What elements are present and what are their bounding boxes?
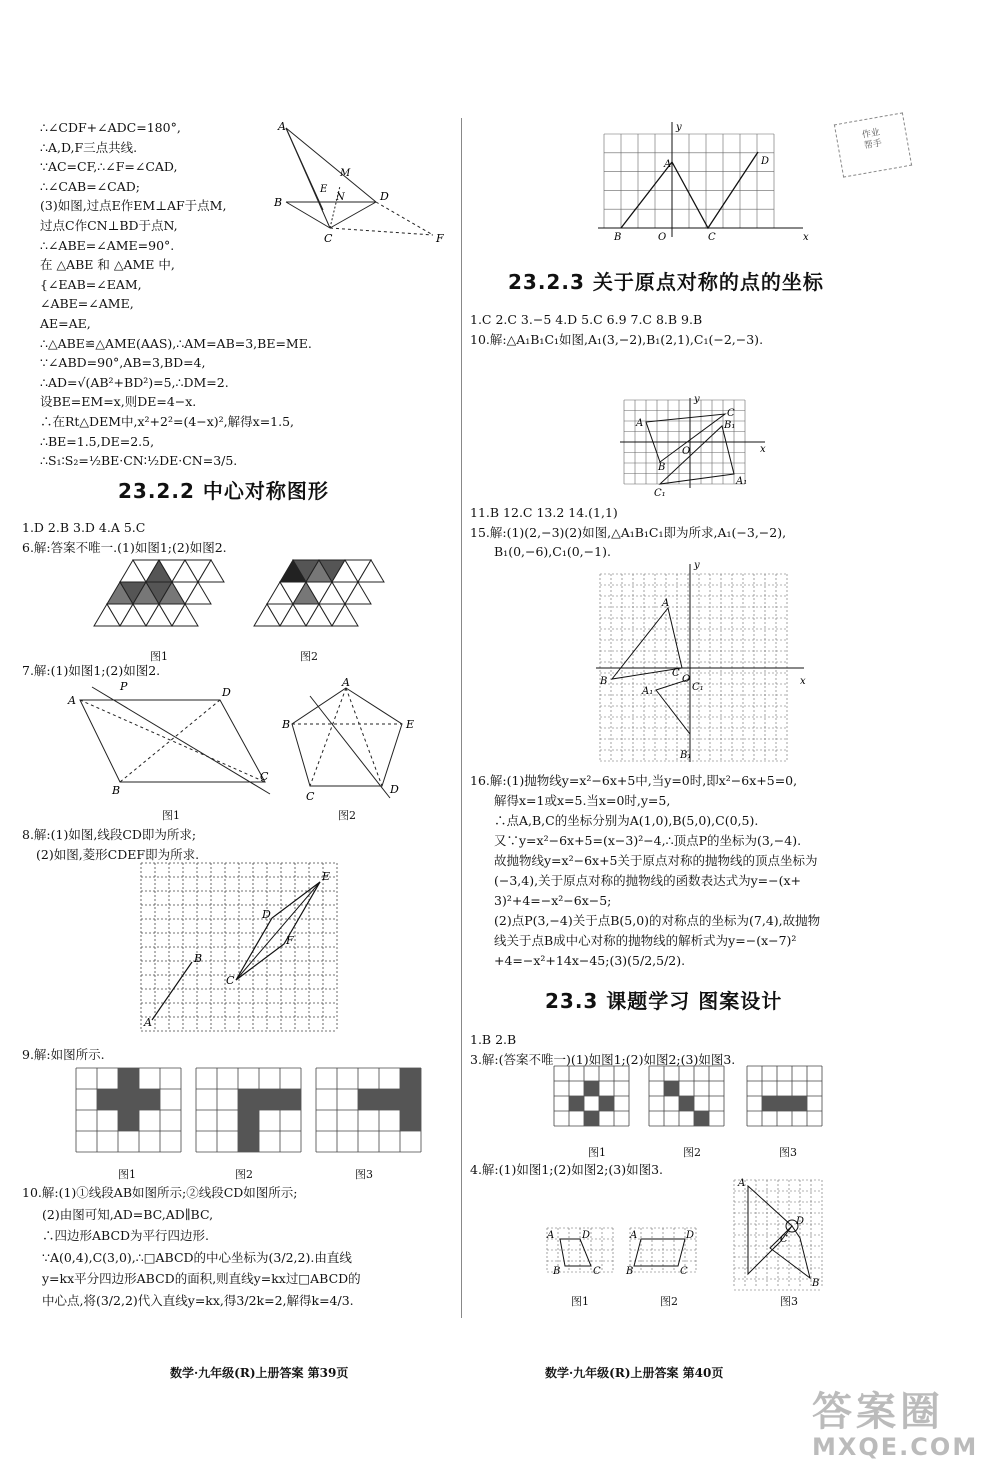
svg-text:D: D xyxy=(796,1216,805,1227)
watermark: 答案圈 MXQE.COM xyxy=(812,1389,979,1461)
fig-label-c: C xyxy=(324,232,333,245)
q7-figure-2 xyxy=(280,678,420,803)
q16-text: 16.解:(1)抛物线y=x²−6x+5中,当y=0时,即x²−6x+5=0, 解得x=1或x=5.当x=0时,y=5, ∴点A,B,C的坐标分别为A(1,0),B(5,0),C(0,5). 又∵y=x²−6x+5=(x−3)²−4,∴顶点P的坐标为(3,−4). 故抛物线y=x²−6x+5关于原点对称的抛物线的顶点坐标为 (−3,4),关于原点对称的抛物线的函数表达式为y=−(x+ 3)²+4=−x²−6x−5; (2)点P(3,−4)关于点B(5,0)的对称点的坐标为(7,4),故抛物 线关于点B成中心对称的抛物线的解析式为y=−(x−7)² +4=−x²+14x−45;(3)(5/2,5/2). xyxy=(470,773,821,968)
s1-line-1: 1.D 2.B 3.D 4.A 5.C xyxy=(22,520,146,535)
q7-caption-2: 图2 xyxy=(338,809,356,822)
q4-caption-3: 图3 xyxy=(780,1295,798,1308)
proof-line: 过点C作CN⊥BD于点N, xyxy=(40,217,178,233)
q7-text: 7.解:(1)如图1;(2)如图2. xyxy=(22,663,161,678)
q10-text: 10.解:(1)①线段AB如图所示;②线段CD如图所示; (2)由图可知,AD=BC,AD∥BC, ∴四边形ABCD为平行四边形. ∵A(0,4),C(3,0),∴□ABCD的中心坐标为(3/2,2).由直线 y=kx平分四边形ABCD的面积,则直线y=kx过□ABCD的 中心点,将(3/2,2)代入直线y=kx,得3/2k=2,解得k=4/3. xyxy=(22,1185,361,1308)
svg-text:C₁: C₁ xyxy=(654,488,666,499)
svg-text:B: B xyxy=(812,1278,820,1289)
svg-text:A: A xyxy=(664,159,672,170)
svg-text:C: C xyxy=(780,1234,788,1245)
svg-text:O: O xyxy=(658,232,667,243)
proof-line: ∵AC=CF,∴∠F=∠CAD, xyxy=(40,159,178,175)
svg-text:y: y xyxy=(694,394,700,405)
svg-text:A: A xyxy=(738,1178,746,1189)
s3-figure-1 xyxy=(553,1065,633,1137)
svg-text:A₁: A₁ xyxy=(642,686,654,697)
homework-stamp: 作业 帮手 xyxy=(834,112,912,177)
s2-answers-2: 11.B 12.C 13.2 14.(1,1) 15.解:(1)(2,−3)(2)如图,△A₁B₁C₁即为所求,A₁(−3,−2), B₁(0,−6),C₁(0,−1). xyxy=(470,505,787,560)
fig-label-b: B xyxy=(274,196,283,209)
svg-text:B: B xyxy=(626,1266,634,1277)
svg-text:C: C xyxy=(226,974,235,987)
fig-label-d: D xyxy=(380,190,389,203)
svg-text:D: D xyxy=(390,783,399,796)
svg-text:C: C xyxy=(260,770,269,783)
svg-text:F: F xyxy=(286,934,294,947)
q8-text: 8.解:(1)如图,线段CD即为所求; (2)如图,菱形CDEF即为所求. xyxy=(22,827,200,862)
svg-text:A: A xyxy=(636,418,644,429)
proof-line: ∴在Rt△DEM中,x²+2²=(4−x)²,解得x=1.5, xyxy=(40,413,295,429)
fig-label-f: F xyxy=(436,232,444,245)
proof-line: ∵∠ABD=90°,AB=3,BD=4, xyxy=(40,355,206,371)
proof-line: ∴A,D,F三点共线. xyxy=(40,139,138,155)
svg-text:O: O xyxy=(682,674,691,685)
q9-figure-3 xyxy=(315,1067,425,1157)
svg-text:y: y xyxy=(676,122,682,133)
svg-text:E: E xyxy=(322,870,331,883)
q9-caption-2: 图2 xyxy=(235,1168,253,1181)
svg-text:D: D xyxy=(686,1230,695,1241)
svg-text:D: D xyxy=(582,1230,591,1241)
proof-line: {∠EAB=∠EAM, xyxy=(40,276,142,292)
q9-text: 9.解:如图所示. xyxy=(22,1047,105,1062)
svg-text:A: A xyxy=(144,1016,152,1029)
s3-caption-2: 图2 xyxy=(683,1146,701,1159)
svg-text:C: C xyxy=(593,1266,601,1277)
s3-caption-3: 图3 xyxy=(779,1146,797,1159)
s3-caption-1: 图1 xyxy=(588,1146,606,1159)
fig15-grid xyxy=(596,562,806,762)
fig-label-m: M xyxy=(340,168,351,179)
proof-line: ∴∠ABE=∠AME=90°. xyxy=(40,237,175,253)
svg-text:C: C xyxy=(306,790,315,803)
proof-line: ∴∠CDF+∠ADC=180°, xyxy=(40,120,181,135)
svg-text:B₁: B₁ xyxy=(680,750,692,761)
footer-right: 数学·九年级(R)上册答案 第40页 xyxy=(545,1366,724,1380)
fig10-grid xyxy=(620,394,770,499)
q7-caption-1: 图1 xyxy=(162,809,180,822)
section-title-23-2-3: 23.2.3 关于原点对称的点的坐标 xyxy=(508,270,824,294)
fig-label-n: N xyxy=(336,192,345,203)
svg-text:B: B xyxy=(600,676,608,687)
svg-text:B: B xyxy=(658,462,666,473)
svg-text:B: B xyxy=(194,952,203,965)
proof-line: ∴∠CAB=∠CAD; xyxy=(40,178,140,194)
svg-text:O: O xyxy=(682,446,691,457)
svg-text:B: B xyxy=(553,1266,561,1277)
svg-text:A: A xyxy=(68,694,76,707)
svg-text:D: D xyxy=(761,156,770,167)
q4-figure-2 xyxy=(628,1226,700,1276)
proof-line: ∴△ABE≌△AME(AAS),∴AM=AB=3,BE=ME. xyxy=(40,335,312,351)
fig-label-a: A xyxy=(278,120,286,133)
svg-text:x: x xyxy=(803,232,809,243)
q4-caption-2: 图2 xyxy=(660,1295,678,1308)
svg-text:y: y xyxy=(694,560,700,571)
proof-line: ∠ABE=∠AME, xyxy=(40,296,134,312)
svg-text:D: D xyxy=(262,908,271,921)
s1-line-2: 6.解:答案不唯一.(1)如图1;(2)如图2. xyxy=(22,539,227,555)
svg-text:B₁: B₁ xyxy=(724,420,736,431)
svg-text:C: C xyxy=(680,1266,688,1277)
column-divider xyxy=(461,118,462,1318)
proof-line: ∴S₁∶S₂=½BE·CN∶½DE·CN=3/5. xyxy=(40,453,238,469)
s3-figure-2 xyxy=(648,1065,728,1137)
figure-triangle-proof xyxy=(268,120,448,250)
fig-label-e: E xyxy=(320,184,328,195)
svg-text:B: B xyxy=(282,718,291,731)
svg-text:B: B xyxy=(614,232,622,243)
proof-line: 在 △ABE 和 △AME 中, xyxy=(40,257,175,273)
svg-text:C: C xyxy=(727,408,735,419)
q9-caption-1: 图1 xyxy=(118,1168,136,1181)
s2-answers: 1.C 2.C 3.−5 4.D 5.C 6.9 7.C 8.B 9.B 10.解:△A₁B₁C₁如图,A₁(3,−2),B₁(2,1),C₁(−2,−3). xyxy=(470,312,764,347)
svg-text:x: x xyxy=(800,676,806,687)
proof-line: 设BE=EM=x,则DE=4−x. xyxy=(40,394,197,410)
svg-text:C: C xyxy=(708,232,716,243)
svg-text:P: P xyxy=(120,680,128,693)
q6-figure-2 xyxy=(240,556,400,638)
q9-figure-1 xyxy=(75,1067,185,1157)
svg-text:D: D xyxy=(222,686,231,699)
s3-answers: 1.B 2.B 3.解:(答案不唯一)(1)如图1;(2)如图2;(3)如图3. xyxy=(470,1032,736,1067)
q4-text: 4.解:(1)如图1;(2)如图2;(3)如图3. xyxy=(470,1162,664,1177)
q9-caption-3: 图3 xyxy=(355,1168,373,1181)
q8-grid-figure xyxy=(140,862,336,1030)
s3-figure-3 xyxy=(746,1065,826,1137)
q6-caption-1: 图1 xyxy=(150,650,168,663)
s1-answers xyxy=(22,518,227,557)
svg-text:C₁: C₁ xyxy=(692,682,704,693)
q6-caption-2: 图2 xyxy=(300,650,318,663)
q4-figure-1 xyxy=(545,1226,617,1276)
svg-text:A: A xyxy=(662,598,670,609)
q9-figure-2 xyxy=(195,1067,305,1157)
svg-text:A: A xyxy=(342,676,350,689)
section-title-23-3: 23.3 课题学习 图案设计 xyxy=(545,989,783,1013)
proof-line: ∴BE=1.5,DE=2.5, xyxy=(40,433,155,449)
svg-text:A₁: A₁ xyxy=(736,476,748,487)
footer-left: 数学·九年级(R)上册答案 第39页 xyxy=(170,1366,349,1380)
svg-text:x: x xyxy=(760,444,766,455)
svg-text:A: A xyxy=(547,1230,555,1241)
q4-caption-1: 图1 xyxy=(571,1295,589,1308)
svg-text:E: E xyxy=(406,718,415,731)
graph-v-shape xyxy=(598,122,818,247)
q7-figure-1 xyxy=(60,680,280,797)
q4-figure-3 xyxy=(730,1178,830,1290)
svg-text:B: B xyxy=(112,784,121,797)
svg-text:A: A xyxy=(630,1230,638,1241)
proof-line: AE=AE, xyxy=(40,315,91,331)
svg-text:C: C xyxy=(672,668,680,679)
section-title-23-2-2: 23.2.2 中心对称图形 xyxy=(118,479,329,503)
proof-line: ∴AD=√(AB²+BD²)=5,∴DM=2. xyxy=(40,374,229,390)
proof-line: (3)如图,过点E作EM⊥AF于点M, xyxy=(40,198,227,214)
q6-figure-1 xyxy=(80,556,240,638)
